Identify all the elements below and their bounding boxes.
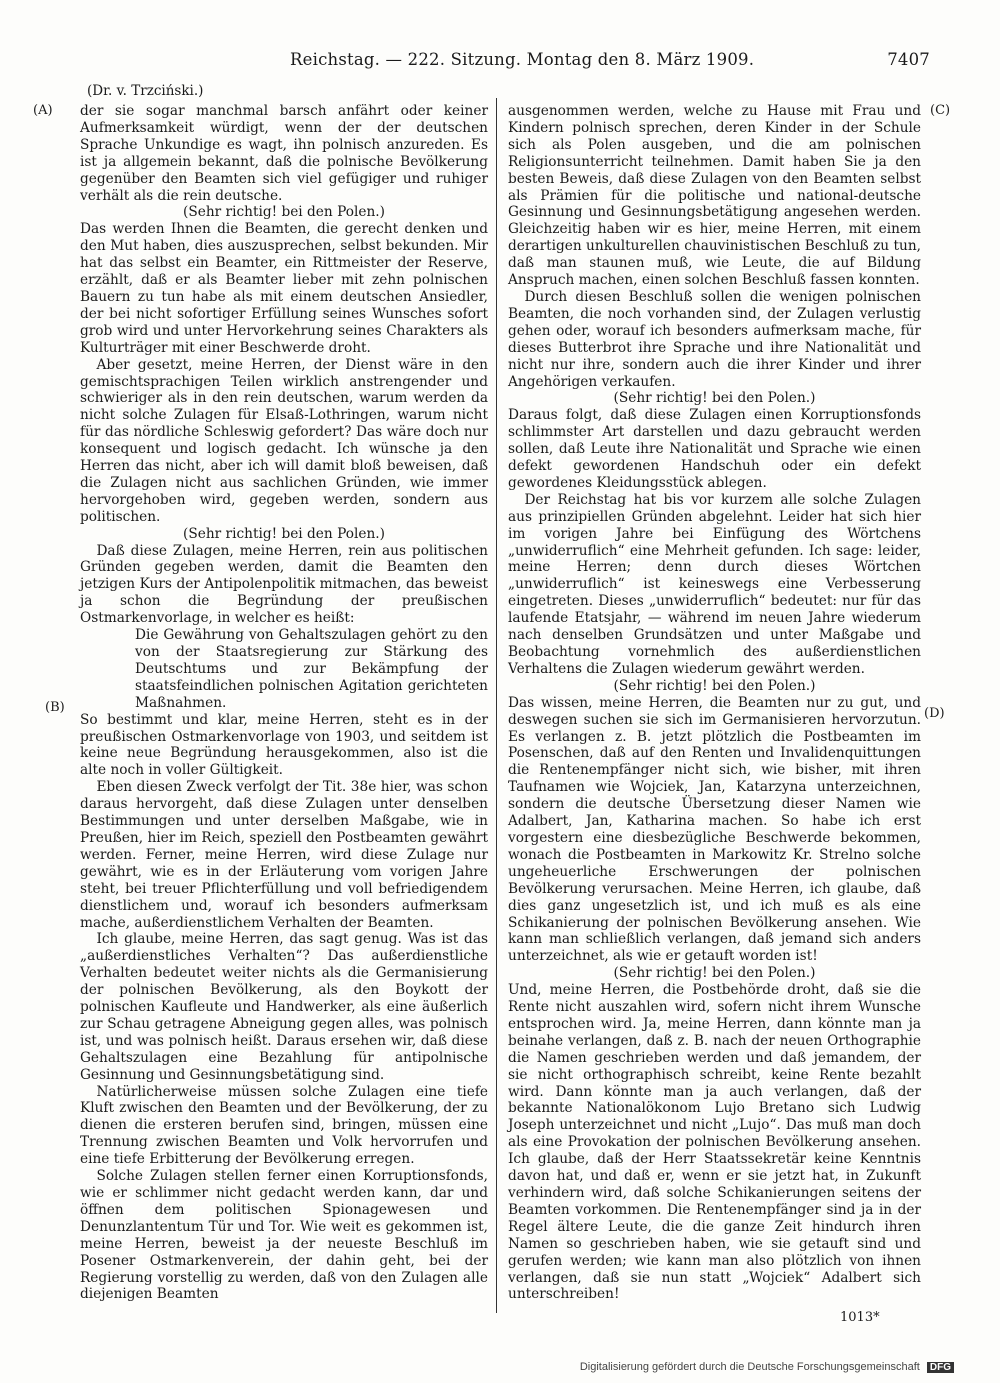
- running-header: [290, 50, 930, 78]
- paragraph: Eben diesen Zweck verfolgt der Tit. 38e hier, was schon daraus hervorgeht, daß diese Zulagen unter denselben Bestimmungen und unter derselben Maßgabe, wie in Preußen, hier im Reich, speziell den Postbeamten gewährt werden. Ferner, meine Herren, wird diese Zulage nur gewährt, wie es in der Erläuterung vom vorigen Jahre steht, bei treuer Pflichterfüllung und voll befriedigendem dienstlichem und, worauf ich besonders aufmerksam mache, außerdienstlichem Verhalten der Beamten.: [80, 779, 488, 931]
- paragraph: der sie sogar manchmal barsch anfährt oder keiner Aufmerksamkeit würdigt, wenn der der deutschen Sprache Unkundige es wagt, ihn polnisch anzureden. Es ist ja allgemein bekannt, daß die polnische Bevölkerung gegenüber den Beamten sich viel gefügiger und ruhiger verhält als die rein deutsche.: [80, 103, 488, 204]
- block-quote: Die Gewährung von Gehaltszulagen gehört zu den von der Staatsregierung zur Stärkung des Deutschtums und zur Bekämpfung der staatsfeindlichen polnischen Agitation gerichteten Maßnahmen.: [135, 627, 488, 711]
- paragraph: Ich glaube, meine Herren, das sagt genug. Was ist das „außerdienstliches Verhalten“? Das außerdienstliche Verhalten bedeutet weiter nichts als die Germanisierung der polnischen Bevölkerung, als den Boykott der polnischen Kaufleute und Handwerker, als eine äußerlich zur Schau getragene Abneigung gegen alles, was polnisch ist, und was polnisch heißt. Daraus ersehen wir, daß diese Gehaltszulagen eine Bezahlung für antipolnische Gesinnung und Gesinnungsbetätigung sind.: [80, 931, 488, 1083]
- interjection: (Sehr richtig! bei den Polen.): [613, 965, 816, 982]
- paragraph: Daraus folgt, daß diese Zulagen einen Korruptionsfonds schlimmster Art darstellen und dazu gebraucht werden sollen, daß Leute ihre Nationalität und Sprache wie einen defekt gewordenen Handschuh oder ein defekt gewordenes Kleidungsstück ablegen.: [508, 407, 921, 491]
- paragraph: Daß diese Zulagen, meine Herren, rein aus politischen Gründen gegeben werden, damit die Beamten den jetzigen Kurs der Antipolenpolitik mitmachen, das beweist ja schon die Begründung der preußischen Ostmarkenvorlage, in welcher es heißt:: [80, 542, 488, 627]
- speaker-label: (Dr. v. Trzciński.): [87, 83, 204, 99]
- interjection: (Sehr richtig! bei den Polen.): [183, 525, 385, 542]
- interjection: (Sehr richtig! bei den Polen.): [613, 390, 816, 407]
- paragraph: Solche Zulagen stellen ferner einen Korruptionsfonds, wie er schlimmer nicht gedacht werden kann, dar und öffnen dem politischen Spionagewesen und Denunzlantentum Tür und Tor. Wie weit es gekommen ist, meine Herren, beweist ja der neueste Beschluß im Posener Ostmarkenverein, der dahin geht, bei der Regierung vorstellig zu werden, daß von den Zulagen alle diejenigen Beamten: [80, 1168, 488, 1303]
- margin-marker-c: (C): [930, 103, 951, 118]
- left-column: [80, 103, 488, 1303]
- paragraph: Der Reichstag hat bis vor kurzem alle solche Zulagen aus prinzipiellen Gründen abgelehnt. Leider hat sich hier im vorigen Jahre bei Einfügung des Wörtchens „unwiderruflich“ eine Mehrheit gefunden. Ich sage: leider, meine Herren; denn durch dieses Wörtchen „unwiderruflich“ ist keineswegs eine Verbesserung eingetreten. Dieses „unwiderruflich“ bedeutet: nur für das laufende Etatsjahr, — während im neuen Jahre wiederum nach denselben Grundsätzen und unter Maßgabe und Beobachtung vornehmlich des außerdienstlichen Verhaltens die Zulagen wiederum gewährt werden.: [508, 491, 921, 677]
- paragraph: ausgenommen werden, welche zu Hause mit Frau und Kindern polnisch sprechen, deren Kinder in der Schule sich als Polen ausgeben, und die am polnischen Religionsunterricht teilnehmen. Damit haben Sie ja den besten Beweis, daß diese Zulagen von den Beamten selbst als Prämien für die politische und national-deutsche Gesinnung und Gesinnungsbetätigung angesehen werden. Gleichzeitig haben wir es hier, meine Herren, mit einem derartigen unkulturellen chauvinistischen Beschluß zu tun, daß man staunen muß, wie Leute, die auf Bildung Anspruch machen, einen solchen Beschluß fassen konnten.: [508, 103, 921, 289]
- paragraph: Das werden Ihnen die Beamten, die gerecht denken und den Mut haben, dies auszusprechen, selbst bekunden. Mir hat das selbst ein Beamter, ein Rittmeister der Reserve, erzählt, daß er als Beamter lieber mit zehn polnischen Bauern zu tun habe als mit einem deutschen Ansiedler, der bei nicht sofortiger Erfüllung seines Wunsches sofort grob wird und unter Hervorkehrung seines Charakters als Kulturträger mit einer Beschwerde droht.: [80, 221, 488, 356]
- paragraph: Durch diesen Beschluß sollen die wenigen polnischen Beamten, die noch vorhanden sind, der Zulagen verlustig gehen oder, worauf ich besonders aufmerksam mache, für dieses Butterbrot ihre Sprache und ihre Nationalität und nicht nur ihre, sondern auch die ihrer Kinder und ihrer Angehörigen verkaufen.: [508, 288, 921, 390]
- margin-marker-b: (B): [45, 700, 65, 715]
- margin-marker-d: (D): [924, 706, 945, 721]
- running-title: Reichstag. — 222. Sitzung. Montag den 8. März 1909.: [290, 50, 755, 69]
- interjection: (Sehr richtig! bei den Polen.): [183, 204, 385, 221]
- margin-marker-a: (A): [33, 103, 53, 118]
- paragraph: Und, meine Herren, die Postbehörde droht, daß sie die Rente nicht auszahlen wird, sofern nicht ihrem Wunsche entsprochen wird. Ja, meine Herren, dann könnte man ja beinahe verlangen, daß z. B. nach der neuen Orthographie die Namen geschrieben werden und daß jemandem, der sie nicht orthographisch schreibt, keine Rente bezahlt wird. Dann könnte man ja auch verlangen, daß der bekannte Nationalökonom Lujo Bretano sich Ludwig Joseph unterzeichnet und nicht „Lujo“. Das muß man doch als eine Provokation der polnischen Bevölkerung ansehen. Ich glaube, daß der Herr Staatssekretär keine Kenntnis davon hat, und daß er, wenn er sie jetzt hat, in Zukunft verhindern wird, daß solche Schikanierungen seitens der Beamten vorkommen. Die Rentenempfänger sind ja in der Regel ältere Leute, die die ganze Zeit hindurch ihren Namen so geschrieben haben, wie sie getauft sind und gerufen werden; wie kann man also plötzlich von ihnen verlangen, daß sie nun statt „Wojciek“ Adalbert sich unterschreiben!: [508, 982, 921, 1303]
- signature-mark: 1013*: [840, 1310, 880, 1325]
- interjection: (Sehr richtig! bei den Polen.): [613, 677, 816, 694]
- column-divider: [496, 98, 497, 1313]
- paragraph: Aber gesetzt, meine Herren, der Dienst wäre in den gemischtsprachigen Teilen wirklich anstrengender und schwieriger als in den rein deutschen, warum werden da nicht solche Zulagen für Elsaß-Lothringen, warum nicht für das nördliche Schleswig gefordert? Das wäre doch nur konsequent und logisch gedacht. Ich wünsche ja den Herren das nicht, aber ich will damit bloß beweisen, daß die Zulagen nicht aus sachlichen Gründen, wie immer hervorgehoben wird, gegeben werden, sondern aus politischen.: [80, 356, 488, 525]
- paragraph: So bestimmt und klar, meine Herren, steht es in der preußischen Ostmarkenvorlage von 1903, und seitdem ist keine neue Begründung herausgekommen, also ist die alte noch in voller Gültigkeit.: [80, 711, 488, 779]
- page-number: 7407: [887, 50, 930, 69]
- right-column: [508, 103, 921, 1303]
- dfg-logo: DFG: [927, 1362, 954, 1373]
- paragraph: Natürlicherweise müssen solche Zulagen eine tiefe Kluft zwischen den Beamten und der Bevölkerung, der zu dienen die ersteren berufen sind, bringen, müssen eine Trennung zwischen Beamten und Volk hervorrufen und eine tiefe Erbitterung der Bevölkerung erregen.: [80, 1083, 488, 1168]
- paragraph: Das wissen, meine Herren, die Beamten nur zu gut, und deswegen suchen sie sich im Germanisieren hervorzutun. Es verlangen z. B. jetzt plötzlich die Postbeamten im Posenschen, daß auf den Renten und Invalidenquittungen die Rentenempfänger nicht sich, wie bisher, mit ihren Taufnamen wie Wojciek, Jan, Katarzyna unterzeichnen, sondern die deutsche Übersetzung dieser Namen wie Adalbert, Jan, Katharina machen. So habe ich erst vorgestern eine diesbezügliche Beschwerde bekommen, wonach die Postbeamten in Markowitz Kr. Strelno solche ungeheuerliche Erschwerungen der polnischen Bevölkerung verursachen. Meine Herren, ich glaube, daß dies ganz ungesetzlich ist, und ich muß es als eine Schikanierung der polnischen Bevölkerung ansehen. Wie kann man schließlich verlangen, daß jemand sich anders unterzeichnet, als wie er getauft worden ist!: [508, 694, 921, 965]
- footer-credit: [580, 1361, 954, 1373]
- footer-text: Digitalisierung gefördert durch die Deutsche Forschungsgemeinschaft: [579, 1361, 920, 1373]
